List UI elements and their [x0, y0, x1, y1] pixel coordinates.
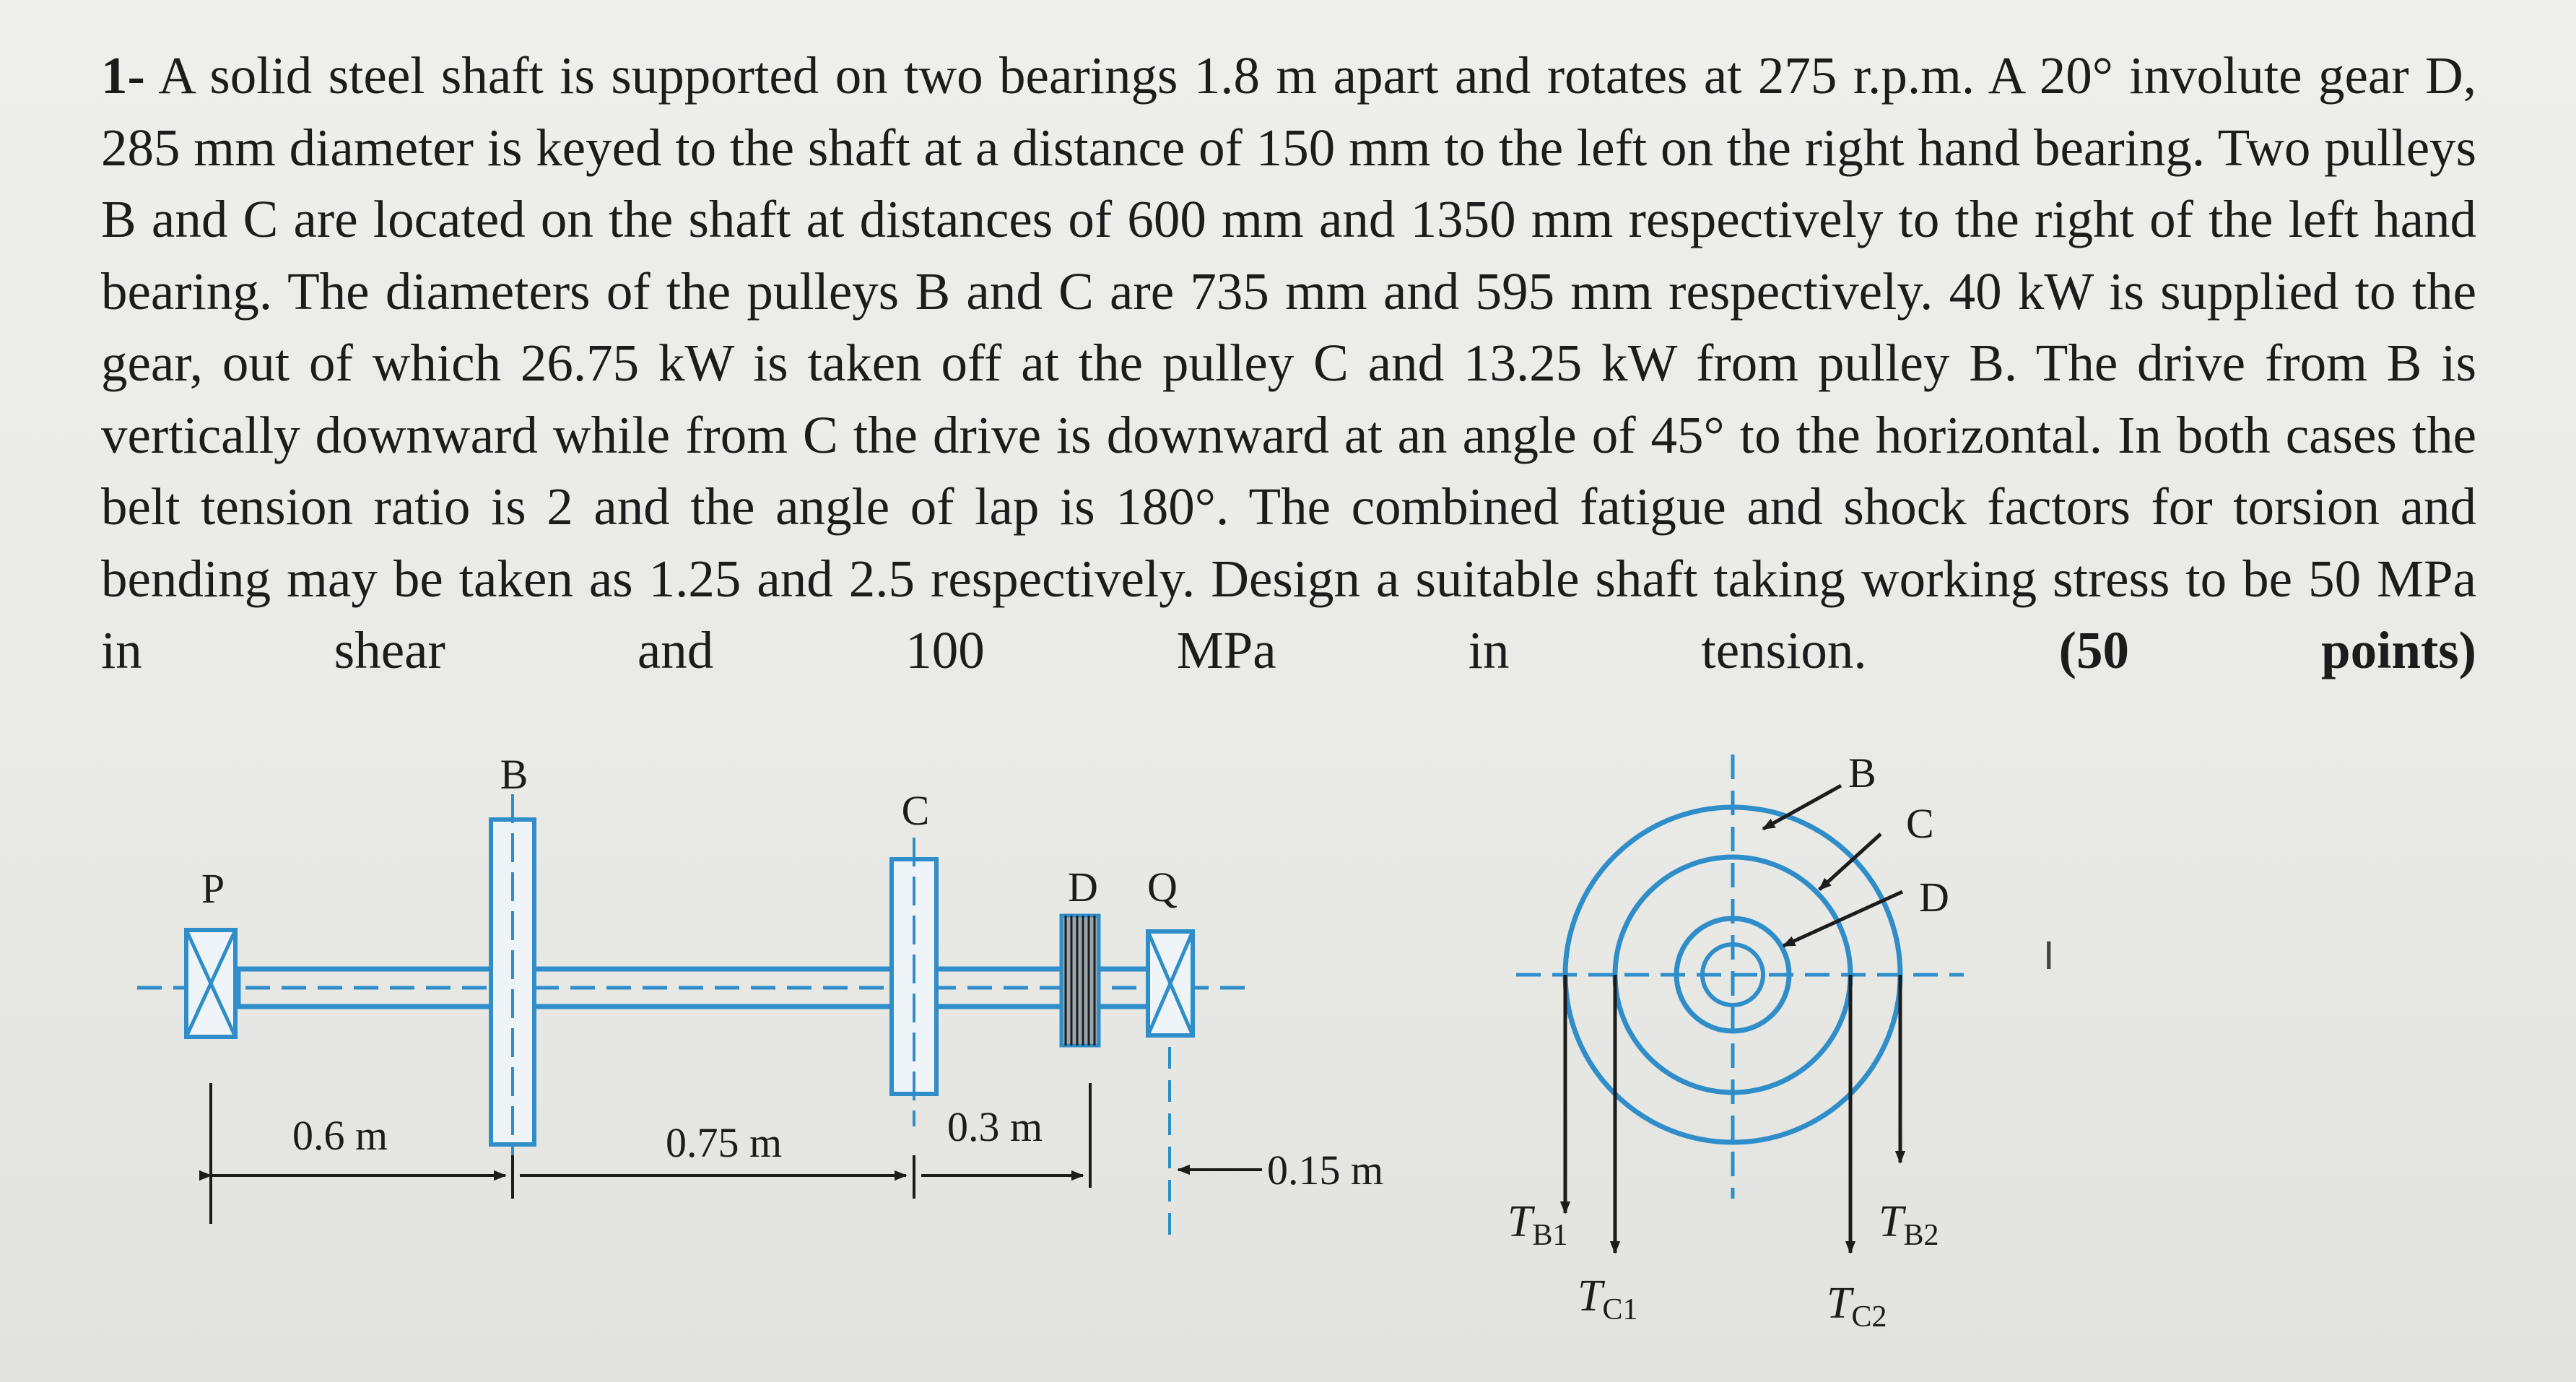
shaft	[238, 969, 1177, 1007]
label-d: D	[1919, 874, 1949, 921]
shaft-side-view	[137, 751, 1383, 1242]
bearing-q	[1148, 931, 1193, 1242]
gear-d	[1061, 916, 1099, 1046]
label-c: C	[901, 787, 930, 834]
problem-text: A solid steel shaft is supported on two bearings 1.8 m apart and rotates at 275 r.p.m. A 20° involute gear D, 285 mm diameter is keyed to the shaft at a distance of 150 mm to the left on the right hand bearing. Two pulleys B and C are located on the shaft at distances of 600 mm and 1350 mm respectively to the right of the left hand bearing. The diameters of the pulleys B and C are 735 mm and 595 mm respectively. 40 kW is supplied to the gear, out of which 26.75 kW is taken off at the pulley C and 13.25 kW from pulley B. The drive from B is vertically downward while from C the drive is downward at an angle of 45° to the horizontal. In both cases the belt tension ratio is 2 and the angle of lap is 180°. The combined fatigue and shock factors for torsion and bending may be taken as 1.25 and 2.5 respectively. Design a suitable shaft taking working stress to be 50 MPa in shear and 100 MPa in tension.	[101, 46, 2476, 679]
dim-cd: 0.3 m	[947, 1103, 1043, 1150]
label-b: B	[500, 751, 528, 798]
label-q: Q	[1147, 864, 1178, 911]
label-d: D	[1068, 864, 1098, 911]
tension-tc2: TC2	[1827, 1279, 1887, 1334]
tension-tb2: TB2	[1879, 1197, 1939, 1252]
problem-number: 1-	[101, 46, 145, 105]
label-c: C	[1906, 800, 1934, 847]
tension-tc1: TC1	[1578, 1272, 1638, 1326]
label-b: B	[1848, 749, 1876, 796]
points-label: (50 points)	[2058, 621, 2476, 679]
text-cursor-icon: I	[2043, 932, 2055, 978]
dim-dq: 0.15 m	[1267, 1147, 1384, 1194]
bearing-p	[186, 930, 235, 1037]
pulley-c	[892, 838, 936, 1126]
end-view	[1507, 749, 1964, 1334]
dim-bc: 0.75 m	[666, 1119, 783, 1166]
dim-pb: 0.6 m	[292, 1112, 388, 1159]
pulley-b	[491, 794, 534, 1173]
label-p: P	[201, 865, 225, 912]
tension-tb1: TB1	[1507, 1197, 1568, 1252]
